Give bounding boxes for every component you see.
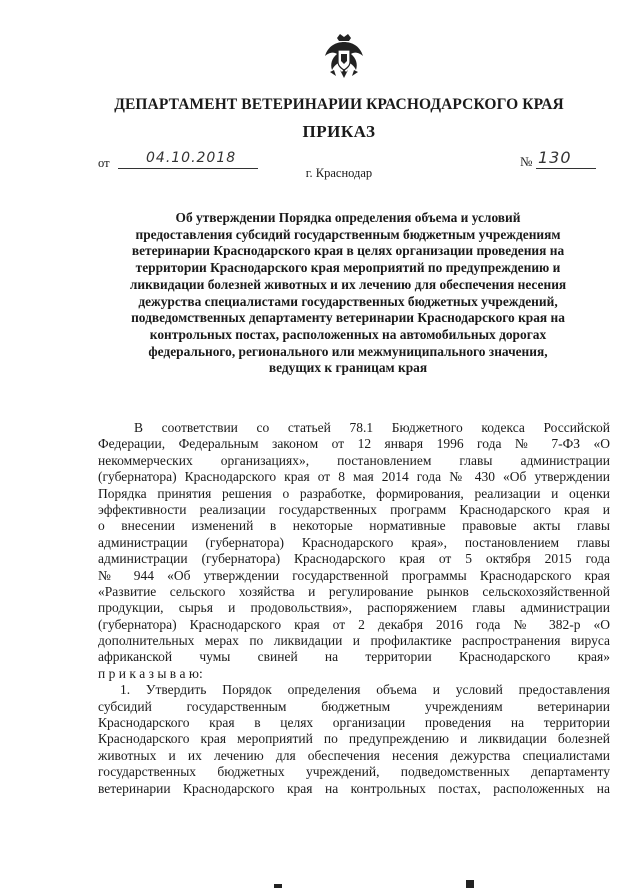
body-line: государственных бюджетных учреждений, подведомственных департаменту: [98, 764, 610, 780]
number-prefix: №: [520, 154, 533, 169]
order-directive: п р и к а з ы в а ю:: [98, 665, 203, 681]
body-line: 1. Утвердить Порядок определения объема и условий предоставления: [120, 682, 610, 698]
body-line: эффективности реализации государственных программ Краснодарского края и: [98, 501, 610, 517]
body-line: «Развитие сельского хозяйства и регулирование рынков сельскохозяйственной: [98, 583, 610, 599]
date-prefix: от: [98, 156, 110, 170]
heading-line: контрольных постах, расположенных на автомобильных дорогах: [149, 326, 547, 342]
body-line: африканской чумы свиней на территории Краснодарского края»: [98, 649, 610, 665]
order-body: [98, 420, 610, 797]
heading-line: Об утверждении Порядка определения объема и условий: [175, 210, 521, 225]
heading-line: предоставления субсидий государственным бюджетным учреждениям: [135, 226, 561, 242]
body-line: некоммерческих организациях», постановлением главы администрации: [98, 452, 610, 468]
body-line: администрации (губернатора) Краснодарского края», постановлением главы: [98, 534, 610, 550]
body-line: продукции, сырья и продовольствия», распоряжением главы администрации: [98, 600, 610, 616]
body-line: Федерации, Федеральным законом от 12 января 1996 года № 7-ФЗ «О: [98, 436, 610, 452]
body-line: о внесении изменений в некоторые нормативные правовые акты главы: [98, 518, 610, 534]
body-line: В соответствии со статьей 78.1 Бюджетного кодекса Российской: [134, 420, 610, 435]
scan-mark: [274, 884, 282, 888]
body-line: администрации (губернатора) Краснодарского края от 5 октября 2015 года: [98, 551, 610, 567]
body-line: (губернатора) Краснодарского края от 2 декабря 2016 года № 382-р «О: [98, 616, 610, 632]
date-value: 04.10.2018: [146, 150, 237, 166]
body-line: дополнительных мерах по ликвидации и профилактике распространения вируса: [98, 633, 610, 649]
heading-line: федерального, регионального или межмуниципального значения,: [148, 343, 548, 359]
heading-line: ведущих к границам края: [268, 360, 428, 376]
order-title: ПРИКАЗ: [302, 122, 376, 141]
heading-line: ветеринарии Краснодарского края в целях организации проведения на: [131, 243, 565, 259]
heading-line: подведомственных департаменту ветеринарии Краснодарского края на: [131, 310, 565, 326]
heading-line: территории Краснодарского края мероприятий по предупреждению и: [135, 260, 561, 276]
body-line: (губернатора) Краснодарского края от 8 мая 2014 года № 430 «Об утверждении: [98, 469, 610, 485]
heading-line: дежурства специалистами государственных бюджетных учреждений,: [138, 293, 558, 309]
coat-of-arms-emblem: [322, 32, 366, 82]
scan-mark: [466, 880, 474, 888]
body-line: Краснодарского края в целях организации проведения на территории: [98, 715, 610, 731]
heading-line: ликвидации болезней животных и их лечению для обеспечения несения: [129, 276, 567, 292]
city: г. Краснодар: [305, 166, 373, 180]
number-value: 130: [538, 148, 572, 167]
body-line: животных и их лечению для обеспечения несения дежурства специалистами: [98, 747, 610, 763]
body-line: Краснодарского края мероприятий по предупреждению и ликвидации болезней: [98, 731, 610, 747]
body-line: ветеринарии Краснодарского края на контрольных постах, расположенных на: [98, 780, 610, 796]
body-line: субсидий государственным бюджетным учреждениям ветеринарии: [98, 698, 610, 714]
body-line: № 944 «Об утверждении государственной программы Краснодарского края: [98, 567, 610, 583]
body-line: Порядка принятия решения о разработке, формирования, реализации и оценки: [98, 485, 610, 501]
department-title: ДЕПАРТАМЕНТ ВЕТЕРИНАРИИ КРАСНОДАРСКОГО КРАЯ: [114, 96, 564, 113]
order-heading: [100, 210, 596, 377]
